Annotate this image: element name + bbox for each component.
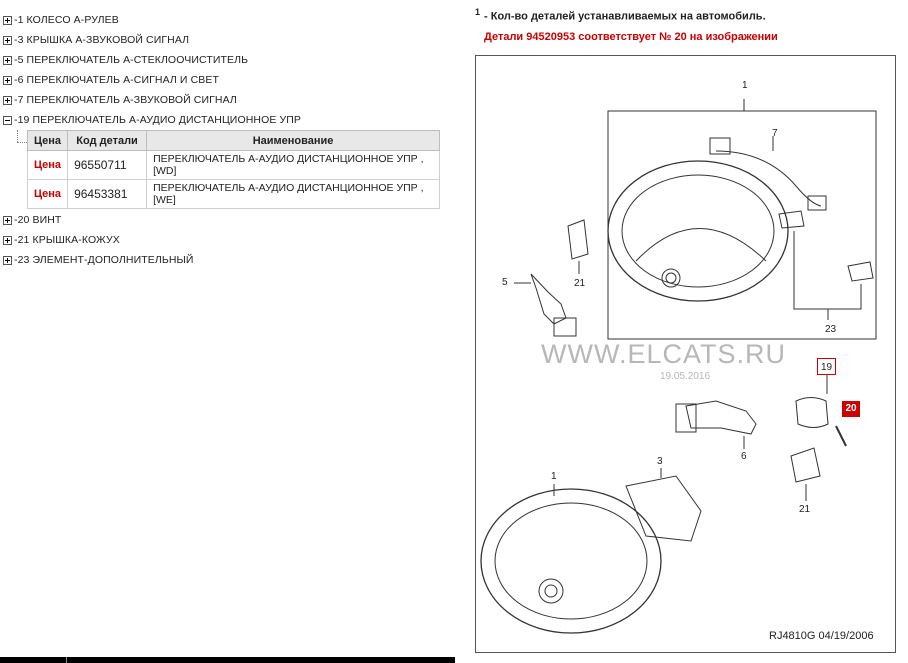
tree-node-label[interactable]: -21 КРЫШКА-КОЖУХ <box>14 234 120 246</box>
parts-tree <box>3 10 453 270</box>
callout-19[interactable]: 19 <box>817 358 836 375</box>
expand-plus-icon[interactable] <box>3 16 12 25</box>
tree-node[interactable] <box>3 90 453 110</box>
tree-node[interactable] <box>3 250 453 270</box>
price-link[interactable]: Цена <box>28 151 68 180</box>
airbag-outline <box>636 229 766 262</box>
cover-piece <box>848 262 873 281</box>
tree-node-label[interactable]: -6 ПЕРЕКЛЮЧАТЕЛЬ А-СИГНАЛ И СВЕТ <box>14 74 219 86</box>
watermark-date: 19.05.2016 <box>660 371 711 382</box>
shroud-piece <box>791 448 820 482</box>
audio-remote-switch <box>796 398 828 428</box>
parts-diagram <box>475 55 896 653</box>
tree-node[interactable] <box>3 50 453 70</box>
tree-node[interactable] <box>3 30 453 50</box>
expand-plus-icon[interactable] <box>3 56 12 65</box>
callout-20-highlight[interactable]: 20 <box>842 401 860 417</box>
part-code: 96453381 <box>68 180 147 209</box>
callout-21-bottom[interactable]: 21 <box>799 504 811 515</box>
parts-table-container <box>3 130 453 210</box>
expand-plus-icon[interactable] <box>3 236 12 245</box>
group-box <box>608 99 876 339</box>
note-marker: 1 <box>475 7 481 17</box>
horn-cover <box>626 476 701 541</box>
tree-connector <box>17 142 27 143</box>
callout-3[interactable]: 3 <box>657 456 663 467</box>
expand-plus-icon[interactable] <box>3 36 12 45</box>
screw <box>836 426 846 446</box>
expand-plus-icon[interactable] <box>3 256 12 265</box>
steering-wheel-shape <box>481 489 661 633</box>
harness-wire <box>716 151 821 206</box>
expand-plus-icon[interactable] <box>3 216 12 225</box>
price-link[interactable]: Цена <box>28 180 68 209</box>
connector <box>808 196 826 210</box>
tree-node[interactable] <box>3 10 453 30</box>
quantity-note <box>475 7 766 23</box>
toolbar-divider <box>66 657 67 663</box>
wiper-switch <box>531 274 566 324</box>
steering-wheel-shape <box>608 161 788 301</box>
column-header-price: Цена <box>28 131 68 151</box>
tree-node-expanded[interactable] <box>3 110 453 130</box>
tree-node[interactable] <box>3 210 453 230</box>
tree-node-label[interactable]: -5 ПЕРЕКЛЮЧАТЕЛЬ А-СТЕКЛООЧИСТИТЕЛЬ <box>14 54 249 66</box>
table-row <box>28 180 440 209</box>
tree-node-label[interactable]: -23 ЭЛЕМЕНТ-ДОПОЛНИТЕЛЬНЫЙ <box>14 254 194 266</box>
tree-connector <box>17 130 18 142</box>
table-row <box>28 151 440 180</box>
part-name: ПЕРЕКЛЮЧАТЕЛЬ А-АУДИО ДИСТАНЦИОННОЕ УПР ,[WE] <box>147 180 440 209</box>
part-name: ПЕРЕКЛЮЧАТЕЛЬ А-АУДИО ДИСТАНЦИОННОЕ УПР ,[WD] <box>147 151 440 180</box>
tree-node-label[interactable]: -20 ВИНТ <box>14 214 62 226</box>
collapse-minus-icon[interactable] <box>3 116 12 125</box>
watermark: WWW.ELCATS.RU <box>541 339 786 369</box>
callout-1-bottom[interactable]: 1 <box>551 471 557 482</box>
table-header-row <box>28 131 440 151</box>
hub-badge <box>539 579 563 603</box>
tree-node[interactable] <box>3 70 453 90</box>
cover-piece <box>779 211 804 228</box>
expand-plus-icon[interactable] <box>3 96 12 105</box>
tree-node-label[interactable]: -3 КРЫШКА А-ЗВУКОВОЙ СИГНАЛ <box>14 34 190 46</box>
tree-node-label[interactable]: -1 КОЛЕСО А-РУЛЕВ <box>14 14 119 26</box>
bottom-toolbar <box>0 657 455 663</box>
column-header-code: Код детали <box>68 131 147 151</box>
tree-node-label[interactable]: -19 ПЕРЕКЛЮЧАТЕЛЬ А-АУДИО ДИСТАНЦИОННОЕ УПР <box>14 114 301 126</box>
match-note: Детали 94520953 соответствует № 20 на изображении <box>484 31 778 43</box>
callout-7[interactable]: 7 <box>772 128 778 139</box>
logo-badge <box>662 269 680 287</box>
callout-21[interactable]: 21 <box>574 278 586 289</box>
steering-wheel-inner <box>622 175 774 287</box>
expand-plus-icon[interactable] <box>3 76 12 85</box>
callout-6[interactable]: 6 <box>741 451 747 462</box>
callout-1[interactable]: 1 <box>742 80 748 91</box>
quantity-note-text: - Кол-во деталей устанавливаемых на автомобиль. <box>484 10 766 23</box>
callout-23[interactable]: 23 <box>825 324 837 335</box>
shroud-piece <box>568 220 588 259</box>
tree-node-label[interactable]: -7 ПЕРЕКЛЮЧАТЕЛЬ А-ЗВУКОВОЙ СИГНАЛ <box>14 94 237 106</box>
parts-table <box>27 130 440 209</box>
drawing-code: RJ4810G 04/19/2006 <box>769 630 874 642</box>
callout-5[interactable]: 5 <box>502 277 508 288</box>
part-code: 96550711 <box>68 151 147 180</box>
column-header-name: Наименование <box>147 131 440 151</box>
tree-node[interactable] <box>3 230 453 250</box>
